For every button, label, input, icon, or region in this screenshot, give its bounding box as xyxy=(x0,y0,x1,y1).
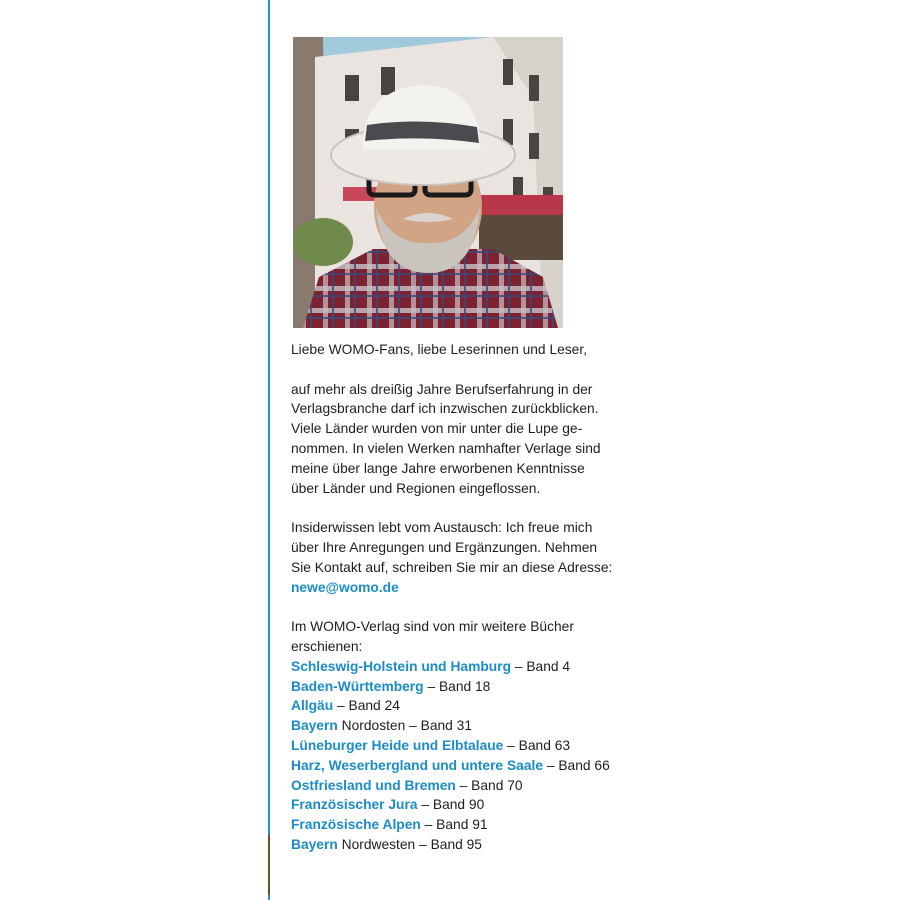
book-item xyxy=(291,657,621,677)
book-item xyxy=(291,756,621,776)
book-item xyxy=(291,736,621,756)
books-intro-line: erschienen: xyxy=(291,638,363,654)
book-title: Baden-Württemberg xyxy=(291,678,424,694)
greeting: Liebe WOMO-Fans, liebe Leserinnen und Leser, xyxy=(291,342,588,357)
intro-line: Verlagsbranche darf ich inzwischen zurückblicken. xyxy=(291,401,599,417)
book-band: – Band 95 xyxy=(415,836,482,852)
book-title: Allgäu xyxy=(291,698,334,714)
book-item xyxy=(291,716,621,736)
contact-line: Insiderwissen lebt vom Austausch: Ich freue mich xyxy=(291,520,593,536)
book-band: – Band 70 xyxy=(455,777,523,793)
contact-line: über Ihre Anregungen und Ergänzungen. Nehmen xyxy=(291,539,598,555)
intro-line: meine über lange Jahre erworbenen Kenntnisse xyxy=(291,460,585,476)
book-band: – Band 24 xyxy=(333,698,400,714)
contact-line: Sie Kontakt auf, schreiben Sie mir an diese Adresse: xyxy=(291,559,613,575)
book-title: Bayern xyxy=(291,718,338,734)
book-band: – Band 4 xyxy=(511,658,571,674)
page-edge-mark xyxy=(268,835,270,895)
book-title: Schleswig-Holstein und Hamburg xyxy=(291,658,512,674)
books-intro-line: Im WOMO-Verlag sind von mir weitere Bücher xyxy=(291,619,574,635)
book-suffix: Nordwesten xyxy=(337,836,416,852)
book-band: – Band 66 xyxy=(543,757,610,773)
book-title: Französischer Jura xyxy=(291,797,418,813)
book-list xyxy=(291,657,621,855)
book-title: Bayern xyxy=(291,836,338,852)
book-title: Lüneburger Heide und Elbtalaue xyxy=(291,737,504,753)
book-item xyxy=(291,815,621,835)
author-text xyxy=(291,340,621,855)
intro-line: auf mehr als dreißig Jahre Berufserfahrung in der xyxy=(291,381,593,397)
book-band: – Band 31 xyxy=(405,718,473,734)
book-title: Französische Alpen xyxy=(291,817,421,833)
email-link[interactable]: newe@womo.de xyxy=(291,579,399,595)
author-photo-illustration xyxy=(293,37,563,328)
book-item xyxy=(291,677,621,697)
book-item xyxy=(291,795,621,815)
book-item xyxy=(291,835,621,855)
page-edge-line xyxy=(268,0,270,900)
intro-line: über Länder und Regionen eingeflossen. xyxy=(291,480,541,496)
book-title: Ostfriesland und Bremen xyxy=(291,777,456,793)
book-band: – Band 90 xyxy=(417,797,485,813)
book-band: – Band 91 xyxy=(420,817,488,833)
book-suffix: Nordosten xyxy=(337,718,406,734)
book-title: Harz, Weserbergland und untere Saale xyxy=(291,757,543,773)
book-item xyxy=(291,696,621,716)
book-item xyxy=(291,776,621,796)
book-band: – Band 63 xyxy=(503,737,571,753)
intro-line: nommen. In vielen Werken namhafter Verlage sind xyxy=(291,440,601,456)
book-band: – Band 18 xyxy=(423,678,491,694)
author-photo xyxy=(293,37,563,328)
intro-line: Viele Länder wurden von mir unter die Lupe ge- xyxy=(291,421,583,437)
